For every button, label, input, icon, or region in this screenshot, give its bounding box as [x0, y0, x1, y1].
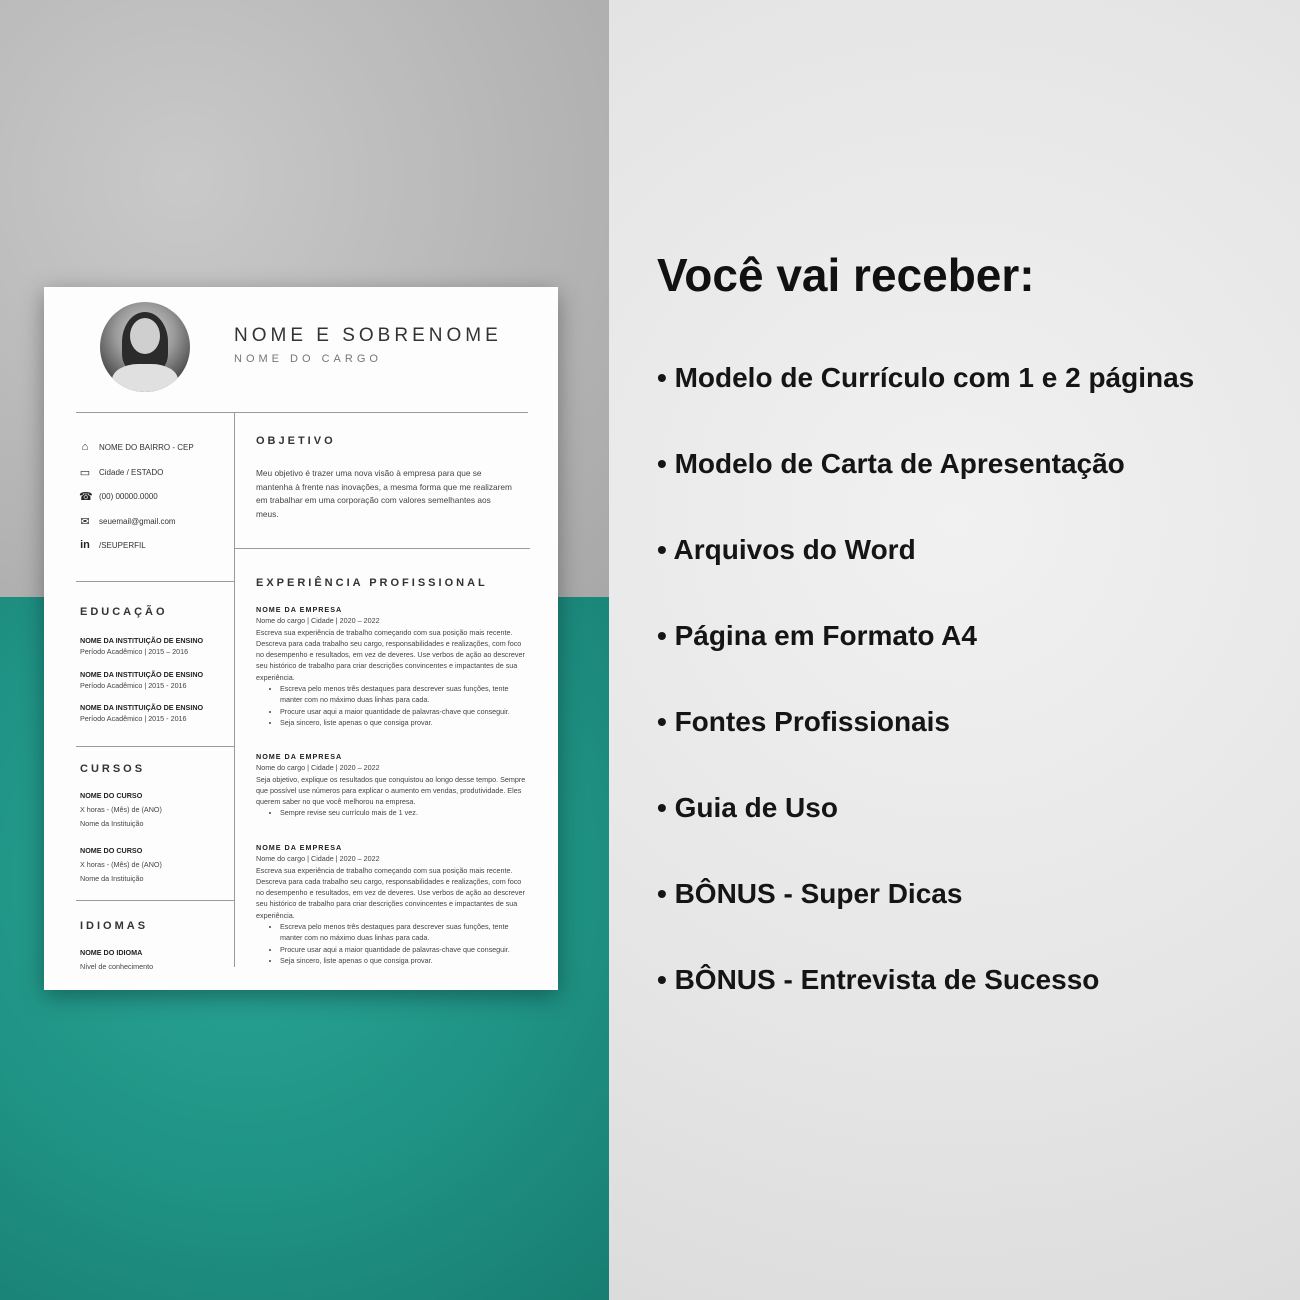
resume-role: NOME DO CARGO	[234, 353, 382, 365]
education-entry: NOME DA INSTITUIÇÃO DE ENSINO Período Acadêmico | 2015 - 2016	[80, 670, 204, 691]
divider	[76, 581, 234, 582]
profile-photo	[100, 302, 190, 392]
education-entry: NOME DA INSTITUIÇÃO DE ENSINO Período Acadêmico | 2015 - 2016	[80, 703, 204, 724]
contact-linkedin: in /SEUPERFIL	[80, 539, 146, 551]
home-icon: ⌂	[81, 441, 89, 453]
divider	[234, 412, 235, 967]
courses-title: CURSOS	[80, 763, 146, 775]
resume-name: NOME E SOBRENOME	[234, 325, 502, 346]
divider	[76, 412, 528, 413]
contact-phone: ☎ (00) 00000.0000	[79, 491, 158, 503]
objective-text: Meu objetivo é trazer uma nova visão à empresa para que se mantenha à frente nas inovações, a mesma forma que me realizarem em trabalhar em uma corporação com valores semelhantes aos meus.	[256, 468, 512, 519]
linkedin-icon: in	[80, 539, 90, 551]
language-entry: NOME DO IDIOMA Nível de conhecimento	[80, 948, 154, 971]
mail-icon: ✉	[80, 516, 90, 528]
feature-item: • Guia de Uso	[657, 792, 838, 823]
feature-item: • Fontes Profissionais	[657, 706, 950, 737]
experience-title: EXPERIÊNCIA PROFISSIONAL	[256, 577, 488, 589]
feature-item: • Página em Formato A4	[657, 620, 977, 651]
contact-email: ✉ seuemail@gmail.com	[80, 516, 176, 528]
education-entry: NOME DA INSTITUIÇÃO DE ENSINO Período Acadêmico | 2015 – 2016	[80, 636, 204, 657]
contact-city: ▭ Cidade / ESTADO	[79, 467, 164, 479]
languages-title: IDIOMAS	[80, 920, 149, 932]
divider	[76, 900, 234, 901]
job-entry: NOME DA EMPRESA Nome do cargo | Cidade | 2020 – 2022 Escreva sua experiência de trabalho começando com sua posição mais recente. Descreva para cada trabalho seu cargo, responsabilidades e realizações, com foco no desempenho e resultados, em vez de deveres. Use verbos de ação ao descrever seu histórico de trabalho para criar descrições convincentes e impactantes de sua experiência. • Escreva pelo menos três destaques para descrever suas funções, tente manter com no máximo duas linhas para cada. • Procure usar aqui a maior quantidade de palavras-chave que conseguir. • Seja sincero, liste apenas o que consiga provar.	[256, 842, 528, 966]
job-entry: NOME DA EMPRESA Nome do cargo | Cidade | 2020 – 2022 Seja objetivo, explique os resultados que conquistou ao longo desse tempo. Sempre que possível use números para explicar o aumento em vendas, produtividade. Eles querem saber no que você melhorou na empresa. • Sempre revise seu currículo mais de 1 vez.	[256, 751, 528, 819]
contact-address: ⌂ NOME DO BAIRRO - CEP	[79, 441, 194, 453]
feature-item: • Modelo de Currículo com 1 e 2 páginas	[657, 362, 1195, 393]
feature-item: • Arquivos do Word	[657, 534, 916, 565]
divider	[234, 548, 530, 549]
resume-preview	[44, 287, 558, 990]
education-title: EDUCAÇÃO	[80, 606, 168, 618]
course-entry: NOME DO CURSO X horas - (Mês) de (ANO) Nome da Instituição	[80, 846, 162, 883]
phone-icon: ☎	[79, 491, 93, 503]
feature-item: • BÔNUS - Entrevista de Sucesso	[657, 964, 1100, 995]
monitor-icon: ▭	[79, 467, 91, 479]
feature-item: • BÔNUS - Super Dicas	[657, 878, 963, 909]
job-entry: NOME DA EMPRESA Nome do cargo | Cidade | 2020 – 2022 Escreva sua experiência de trabalho começando com sua posição mais recente. Descreva para cada trabalho seu cargo, responsabilidades e realizações, com foco no desempenho e resultados, em vez de deveres. Use verbos de ação ao descrever seu histórico de trabalho para criar descrições convincentes e impactantes de sua experiência. • Escreva pelo menos três destaques para descrever suas funções, tente manter com no máximo duas linhas para cada. • Procure usar aqui a maior quantidade de palavras-chave que conseguir. • Seja sincero, liste apenas o que consiga provar.	[256, 604, 528, 728]
feature-item: • Modelo de Carta de Apresentação	[657, 448, 1125, 479]
divider	[76, 746, 234, 747]
course-entry: NOME DO CURSO X horas - (Mês) de (ANO) Nome da Instituição	[80, 791, 162, 828]
page-title: Você vai receber:	[657, 249, 1035, 301]
objective-title: OBJETIVO	[256, 435, 336, 447]
